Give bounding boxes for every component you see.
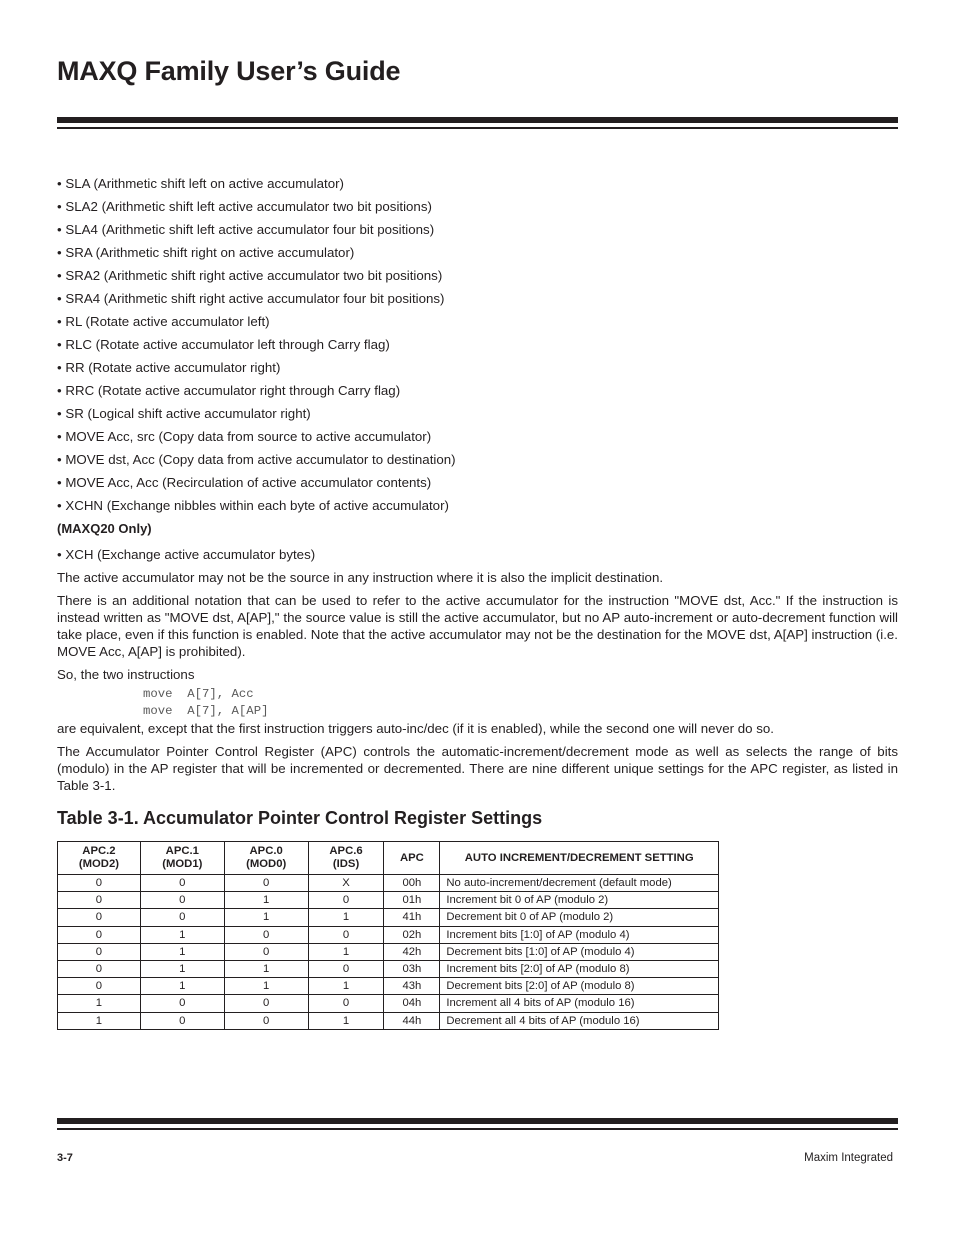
table-cell: 0: [308, 892, 384, 909]
header-sublabel: (MOD0): [246, 858, 287, 870]
table-cell: 0: [224, 995, 308, 1012]
list-item: • SRA2 (Arithmetic shift right active accumulator two bit positions): [57, 267, 898, 290]
table-cell: 0: [224, 875, 308, 892]
list-item: • RLC (Rotate active accumulator left through Carry flag): [57, 336, 898, 359]
table-cell: 1: [58, 995, 141, 1012]
table-cell: 0: [58, 960, 141, 977]
list-item: • SLA2 (Arithmetic shift left active accumulator two bit positions): [57, 198, 898, 221]
list-item: • SLA4 (Arithmetic shift left active accumulator four bit positions): [57, 221, 898, 244]
list-item: • SLA (Arithmetic shift left on active accumulator): [57, 175, 898, 198]
list-item: • RRC (Rotate active accumulator right through Carry flag): [57, 382, 898, 405]
list-item: • RR (Rotate active accumulator right): [57, 359, 898, 382]
header-label: APC: [399, 851, 424, 864]
table-cell: 0: [224, 943, 308, 960]
header-label: AUTO INCREMENT/DECREMENT SETTING: [464, 851, 694, 864]
code-line-1: move A[7], Acc: [143, 687, 254, 701]
table-cell: 0: [140, 909, 224, 926]
paragraph-two-instructions: So, the two instructions: [57, 667, 195, 682]
table-cell: 1: [308, 1012, 384, 1029]
paragraph-equivalent: are equivalent, except that the first instruction triggers auto-inc/dec (if it is enabled), while the second one will never do so.: [57, 721, 774, 736]
table-row: [58, 1012, 719, 1029]
table-cell: Increment bits [2:0] of AP (modulo 8): [440, 960, 719, 977]
table-header-cell: [308, 842, 384, 875]
table-cell: Increment all 4 bits of AP (modulo 16): [440, 995, 719, 1012]
table-title: Table 3-1. Accumulator Pointer Control Register Settings: [57, 808, 543, 828]
footer-rule-thick: [57, 1118, 898, 1124]
table-cell: 0: [224, 926, 308, 943]
table-cell: Decrement bit 0 of AP (modulo 2): [440, 909, 719, 926]
table-cell: 1: [140, 978, 224, 995]
table-cell: 0: [58, 978, 141, 995]
table-cell: 0: [140, 995, 224, 1012]
table-cell: 1: [140, 960, 224, 977]
table-cell: Decrement bits [1:0] of AP (modulo 4): [440, 943, 719, 960]
table-cell: 1: [224, 892, 308, 909]
table-header-cell: [440, 842, 719, 875]
table-row: [58, 909, 719, 926]
table-cell: 42h: [384, 943, 440, 960]
table-cell: Increment bit 0 of AP (modulo 2): [440, 892, 719, 909]
table-header-cell: [140, 842, 224, 875]
table-row: [58, 995, 719, 1012]
table-header-cell: [224, 842, 308, 875]
page-title: MAXQ Family User’s Guide: [57, 56, 401, 86]
table-row: [58, 926, 719, 943]
table-cell: 0: [58, 926, 141, 943]
table-row: [58, 978, 719, 995]
table-body: [58, 875, 719, 1030]
table-row: [58, 875, 719, 892]
list-item: • XCHN (Exchange nibbles within each byte of active accumulator): [57, 497, 898, 520]
header-sublabel: (MOD2): [78, 858, 120, 870]
company-name: Maxim Integrated: [804, 1152, 893, 1164]
table-cell: 1: [224, 909, 308, 926]
page-body: [57, 175, 898, 1030]
page-number: 3-7: [57, 1152, 73, 1164]
header-sublabel: (IDS): [332, 858, 360, 870]
table-cell: 0: [58, 943, 141, 960]
list-item: • MOVE dst, Acc (Copy data from active accumulator to destination): [57, 451, 898, 474]
paragraph-implicit-destination: The active accumulator may not be the source in any instruction where it is also the implicit destination.: [57, 570, 664, 585]
instruction-list: [57, 175, 898, 520]
list-item: • SRA4 (Arithmetic shift right active accumulator four bit positions): [57, 290, 898, 313]
table-cell: 0: [58, 892, 141, 909]
table-cell: No auto-increment/decrement (default mode): [440, 875, 719, 892]
footer-rule-thin: [57, 1128, 898, 1130]
table-cell: 1: [308, 943, 384, 960]
table-cell: 41h: [384, 909, 440, 926]
table-cell: 1: [224, 978, 308, 995]
table-cell: 44h: [384, 1012, 440, 1029]
apc-settings-table: [57, 841, 719, 1030]
table-header-cell: [384, 842, 440, 875]
table-cell: 03h: [384, 960, 440, 977]
table-cell: 1: [58, 1012, 141, 1029]
table-cell: 0: [308, 926, 384, 943]
table-cell: 0: [140, 892, 224, 909]
table-cell: Decrement bits [2:0] of AP (modulo 8): [440, 978, 719, 995]
header-sublabel: (MOD1): [162, 858, 203, 870]
table-header-row: [58, 842, 719, 875]
table-cell: X: [308, 875, 384, 892]
table-cell: 1: [224, 960, 308, 977]
table-cell: 04h: [384, 995, 440, 1012]
list-item: • MOVE Acc, Acc (Recirculation of active accumulator contents): [57, 474, 898, 497]
table-row: [58, 943, 719, 960]
header-label: APC.0: [249, 845, 283, 857]
table-cell: 0: [58, 909, 141, 926]
table-cell: 0: [308, 995, 384, 1012]
header-label: APC.6: [329, 845, 363, 857]
table-cell: 0: [308, 960, 384, 977]
list-item: • MOVE Acc, src (Copy data from source to active accumulator): [57, 428, 898, 451]
table-row: [58, 960, 719, 977]
paragraph-ap-notation: There is an additional notation that can be used to refer to the active accumulator for the instruction "MOVE dst, Acc." If the instruction is instead written as "MOVE dst, A[AP]," the source value is still the active accumulator, but no AP auto-increment or auto-decrement function will take place, even if this function is enabled. Note that the active accumulator may not be the destination for the MOVE dst, A[AP] instruction (i.e. MOVE Acc, A[AP] is prohibited).: [57, 593, 898, 659]
table-cell: 1: [140, 926, 224, 943]
maxq20-instruction-list: [57, 546, 898, 569]
table-cell: 00h: [384, 875, 440, 892]
list-item: • SR (Logical shift active accumulator right): [57, 405, 898, 428]
header-label: APC.2: [82, 845, 116, 857]
header-label: APC.1: [165, 845, 199, 857]
table-cell: 1: [308, 978, 384, 995]
table-cell: 0: [58, 875, 141, 892]
maxq20-subheading: (MAXQ20 Only): [57, 521, 152, 536]
table-cell: Decrement all 4 bits of AP (modulo 16): [440, 1012, 719, 1029]
table-cell: 1: [140, 943, 224, 960]
table-cell: 0: [224, 1012, 308, 1029]
table-cell: 01h: [384, 892, 440, 909]
table-row: [58, 892, 719, 909]
table-cell: 02h: [384, 926, 440, 943]
paragraph-apc: The Accumulator Pointer Control Register (APC) controls the automatic-increment/decrement mode as well as selects the range of bits (modulo) in the AP register that will be incremented or decremented. There are nine different unique settings for the APC register, as listed in Table 3-1.: [57, 744, 898, 793]
table-cell: 0: [140, 1012, 224, 1029]
table-cell: 43h: [384, 978, 440, 995]
header-rule-thick: [57, 117, 898, 123]
table-cell: 0: [140, 875, 224, 892]
table-header-cell: [58, 842, 141, 875]
table-cell: 1: [308, 909, 384, 926]
list-item: • RL (Rotate active accumulator left): [57, 313, 898, 336]
code-line-2: move A[7], A[AP]: [143, 704, 269, 718]
header-rule-thin: [57, 127, 898, 129]
list-item: • XCH (Exchange active accumulator bytes): [57, 546, 898, 569]
list-item: • SRA (Arithmetic shift right on active accumulator): [57, 244, 898, 267]
table-cell: Increment bits [1:0] of AP (modulo 4): [440, 926, 719, 943]
